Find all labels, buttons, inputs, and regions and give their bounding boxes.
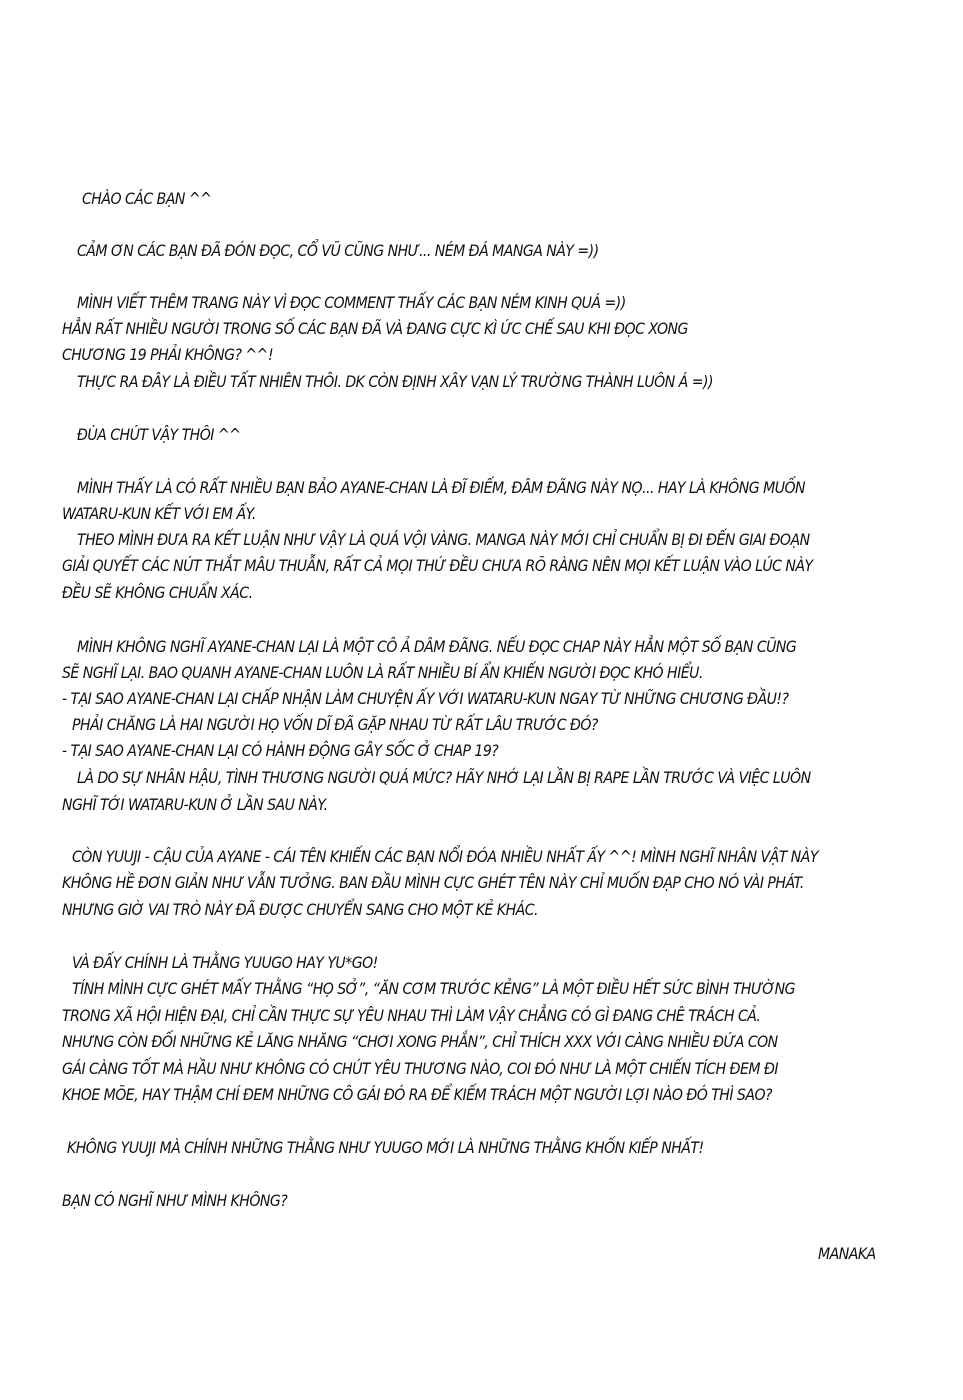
paragraph-line: NHƯNG CÒN ĐỐI NHỮNG KẺ LĂNG NHĂNG “CHƠI XONG PHẮN”, CHỈ THÍCH XXX VỚI CÀNG NHIỀU ĐỨA CON [62,1032,778,1051]
paragraph-question: BẠN CÓ NGHĨ NHƯ MÌNH KHÔNG? [62,1191,288,1210]
paragraph-line: MÌNH VIẾT THÊM TRANG NÀY VÌ ĐỌC COMMENT THẤY CÁC BẠN NÉM KINH QUÁ =)) [77,293,626,312]
paragraph-thanks: CẢM ƠN CÁC BẠN ĐÃ ĐÓN ĐỌC, CỔ VŨ CŨNG NHƯ... NÉM ĐÁ MANGA NÀY =)) [77,241,599,260]
paragraph-line: CHƯƠNG 19 PHẢI KHÔNG? ^^! [62,345,274,364]
paragraph-line: SẼ NGHĨ LẠI. BAO QUANH AYANE-CHAN LUÔN LÀ RẤT NHIỀU BÍ ẨN KHIẾN NGƯỜI ĐỌC KHÓ HIỂU. [62,663,703,682]
paragraph-line: LÀ DO SỰ NHÂN HẬU, TÌNH THƯƠNG NGƯỜI QUÁ MỨC? HÃY NHỚ LẠI LẦN BỊ RAPE LẦN TRƯỚC VÀ VIỆC LUÔN [77,768,811,787]
paragraph-line: THỰC RA ĐÂY LÀ ĐIỀU TẤT NHIÊN THÔI. DK CÒN ĐỊNH XÂY VẠN LÝ TRƯỜNG THÀNH LUÔN Á =)) [77,372,713,391]
paragraph-line: NHƯNG GIỜ VAI TRÒ NÀY ĐÃ ĐƯỢC CHUYỂN SANG CHO MỘT KẺ KHÁC. [62,900,538,919]
paragraph-joke: ĐÙA CHÚT VẬY THÔI ^^ [77,425,241,444]
signature: MANAKA [818,1244,876,1263]
paragraph-line: ĐỀU SẼ KHÔNG CHUẨN XÁC. [62,583,253,602]
paragraph-line: TÍNH MÌNH CỰC GHÉT MẤY THẰNG “HỌ SỞ”, “ĂN CƠM TRƯỚC KẺNG” LÀ MỘT ĐIỀU HẾT SỨC BÌNH THƯỜNG [72,979,795,998]
paragraph-line: GÁI CÀNG TỐT MÀ HẦU NHƯ KHÔNG CÓ CHÚT YÊU THƯƠNG NÀO, COI ĐÓ NHƯ LÀ MỘT CHIẾN TÍCH ĐEM ĐI [62,1059,778,1078]
paragraph-line: MÌNH KHÔNG NGHĨ AYANE-CHAN LẠI LÀ MỘT CÔ Ả DÂM ĐÃNG. NẾU ĐỌC CHAP NÀY HẲN MỘT SỐ BẠN CŨNG [77,637,797,656]
paragraph-conclusion: KHÔNG YUUJI MÀ CHÍNH NHỮNG THẰNG NHƯ YUUGO MỚI LÀ NHỮNG THẰNG KHỐN KIẾP NHẤT! [67,1138,704,1157]
paragraph-line: KHOE MÕE, HAY THẬM CHÍ ĐEM NHỮNG CÔ GÁI ĐÓ RA ĐỂ KIẾM TRÁCH MỘT NGƯỜI LỢI NÀO ĐÓ THÌ SAO? [62,1085,772,1104]
paragraph-line: MÌNH THẤY LÀ CÓ RẤT NHIỀU BẠN BẢO AYANE-CHAN LÀ ĐĨ ĐIẾM, ĐÂM ĐÃNG NÀY NỌ... HAY LÀ KHÔNG MUỐN [77,478,806,497]
paragraph-line: GIẢI QUYẾT CÁC NÚT THẮT MÂU THUẪN, RẤT CẢ MỌI THỨ ĐỀU CHƯA RÕ RÀNG NÊN MỌI KẾT LUẬN VÀO LÚC NÀY [62,556,813,575]
paragraph-line: HẲN RẤT NHIỀU NGƯỜI TRONG SỐ CÁC BẠN ĐÃ VÀ ĐANG CỰC KÌ ỨC CHẾ SAU KHI ĐỌC XONG [62,319,688,338]
paragraph-line: NGHĨ TỚI WATARU-KUN Ở LẦN SAU NÀY. [62,795,328,814]
paragraph-line: THEO MÌNH ĐƯA RA KẾT LUẬN NHƯ VẬY LÀ QUÁ VỘI VÀNG. MANGA NÀY MỚI CHỈ CHUẨN BỊ ĐI ĐẾN GIAI ĐOẠN [77,530,810,549]
paragraph-line: WATARU-KUN KẾT VỚI EM ẤY. [62,504,256,523]
paragraph-line: CÒN YUUJI - CẬU CỦA AYANE - CÁI TÊN KHIẾN CÁC BẠN NỔI ĐÓA NHIỀU NHẤT ẤY ^^! MÌNH NGHĨ NHÂN VẬT NÀY [72,847,818,866]
paragraph-line: TRONG XÃ HỘI HIỆN ĐẠI, CHỈ CẦN THỰC SỰ YÊU NHAU THÌ LÀM VẬY CHẲNG CÓ GÌ ĐANG CHÊ TRÁCH CẢ. [62,1006,761,1025]
bullet-line: - TẠI SAO AYANE-CHAN LẠI CHẤP NHẬN LÀM CHUYỆN ẤY VỚI WATARU-KUN NGAY TỪ NHỮNG CHƯƠNG ĐẦU!? [62,689,789,708]
paragraph-line: VÀ ĐẤY CHÍNH LÀ THẰNG YUUGO HAY YU*GO! [72,953,378,972]
paragraph-line: PHẢI CHĂNG LÀ HAI NGƯỜI HỌ VỐN DĨ ĐÃ GẶP NHAU TỪ RẤT LÂU TRƯỚC ĐÓ? [72,715,598,734]
bullet-line: - TẠI SAO AYANE-CHAN LẠI CÓ HÀNH ĐỘNG GÂY SỐC Ở CHAP 19? [62,741,499,760]
greeting-line: CHÀO CÁC BẠN ^^ [82,189,212,208]
paragraph-line: KHÔNG HỀ ĐƠN GIẢN NHƯ VẪN TƯỞNG. BAN ĐẦU MÌNH CỰC GHÉT TÊN NÀY CHỈ MUỐN ĐẠP CHO NÓ VÀI PHÁT. [62,873,804,892]
